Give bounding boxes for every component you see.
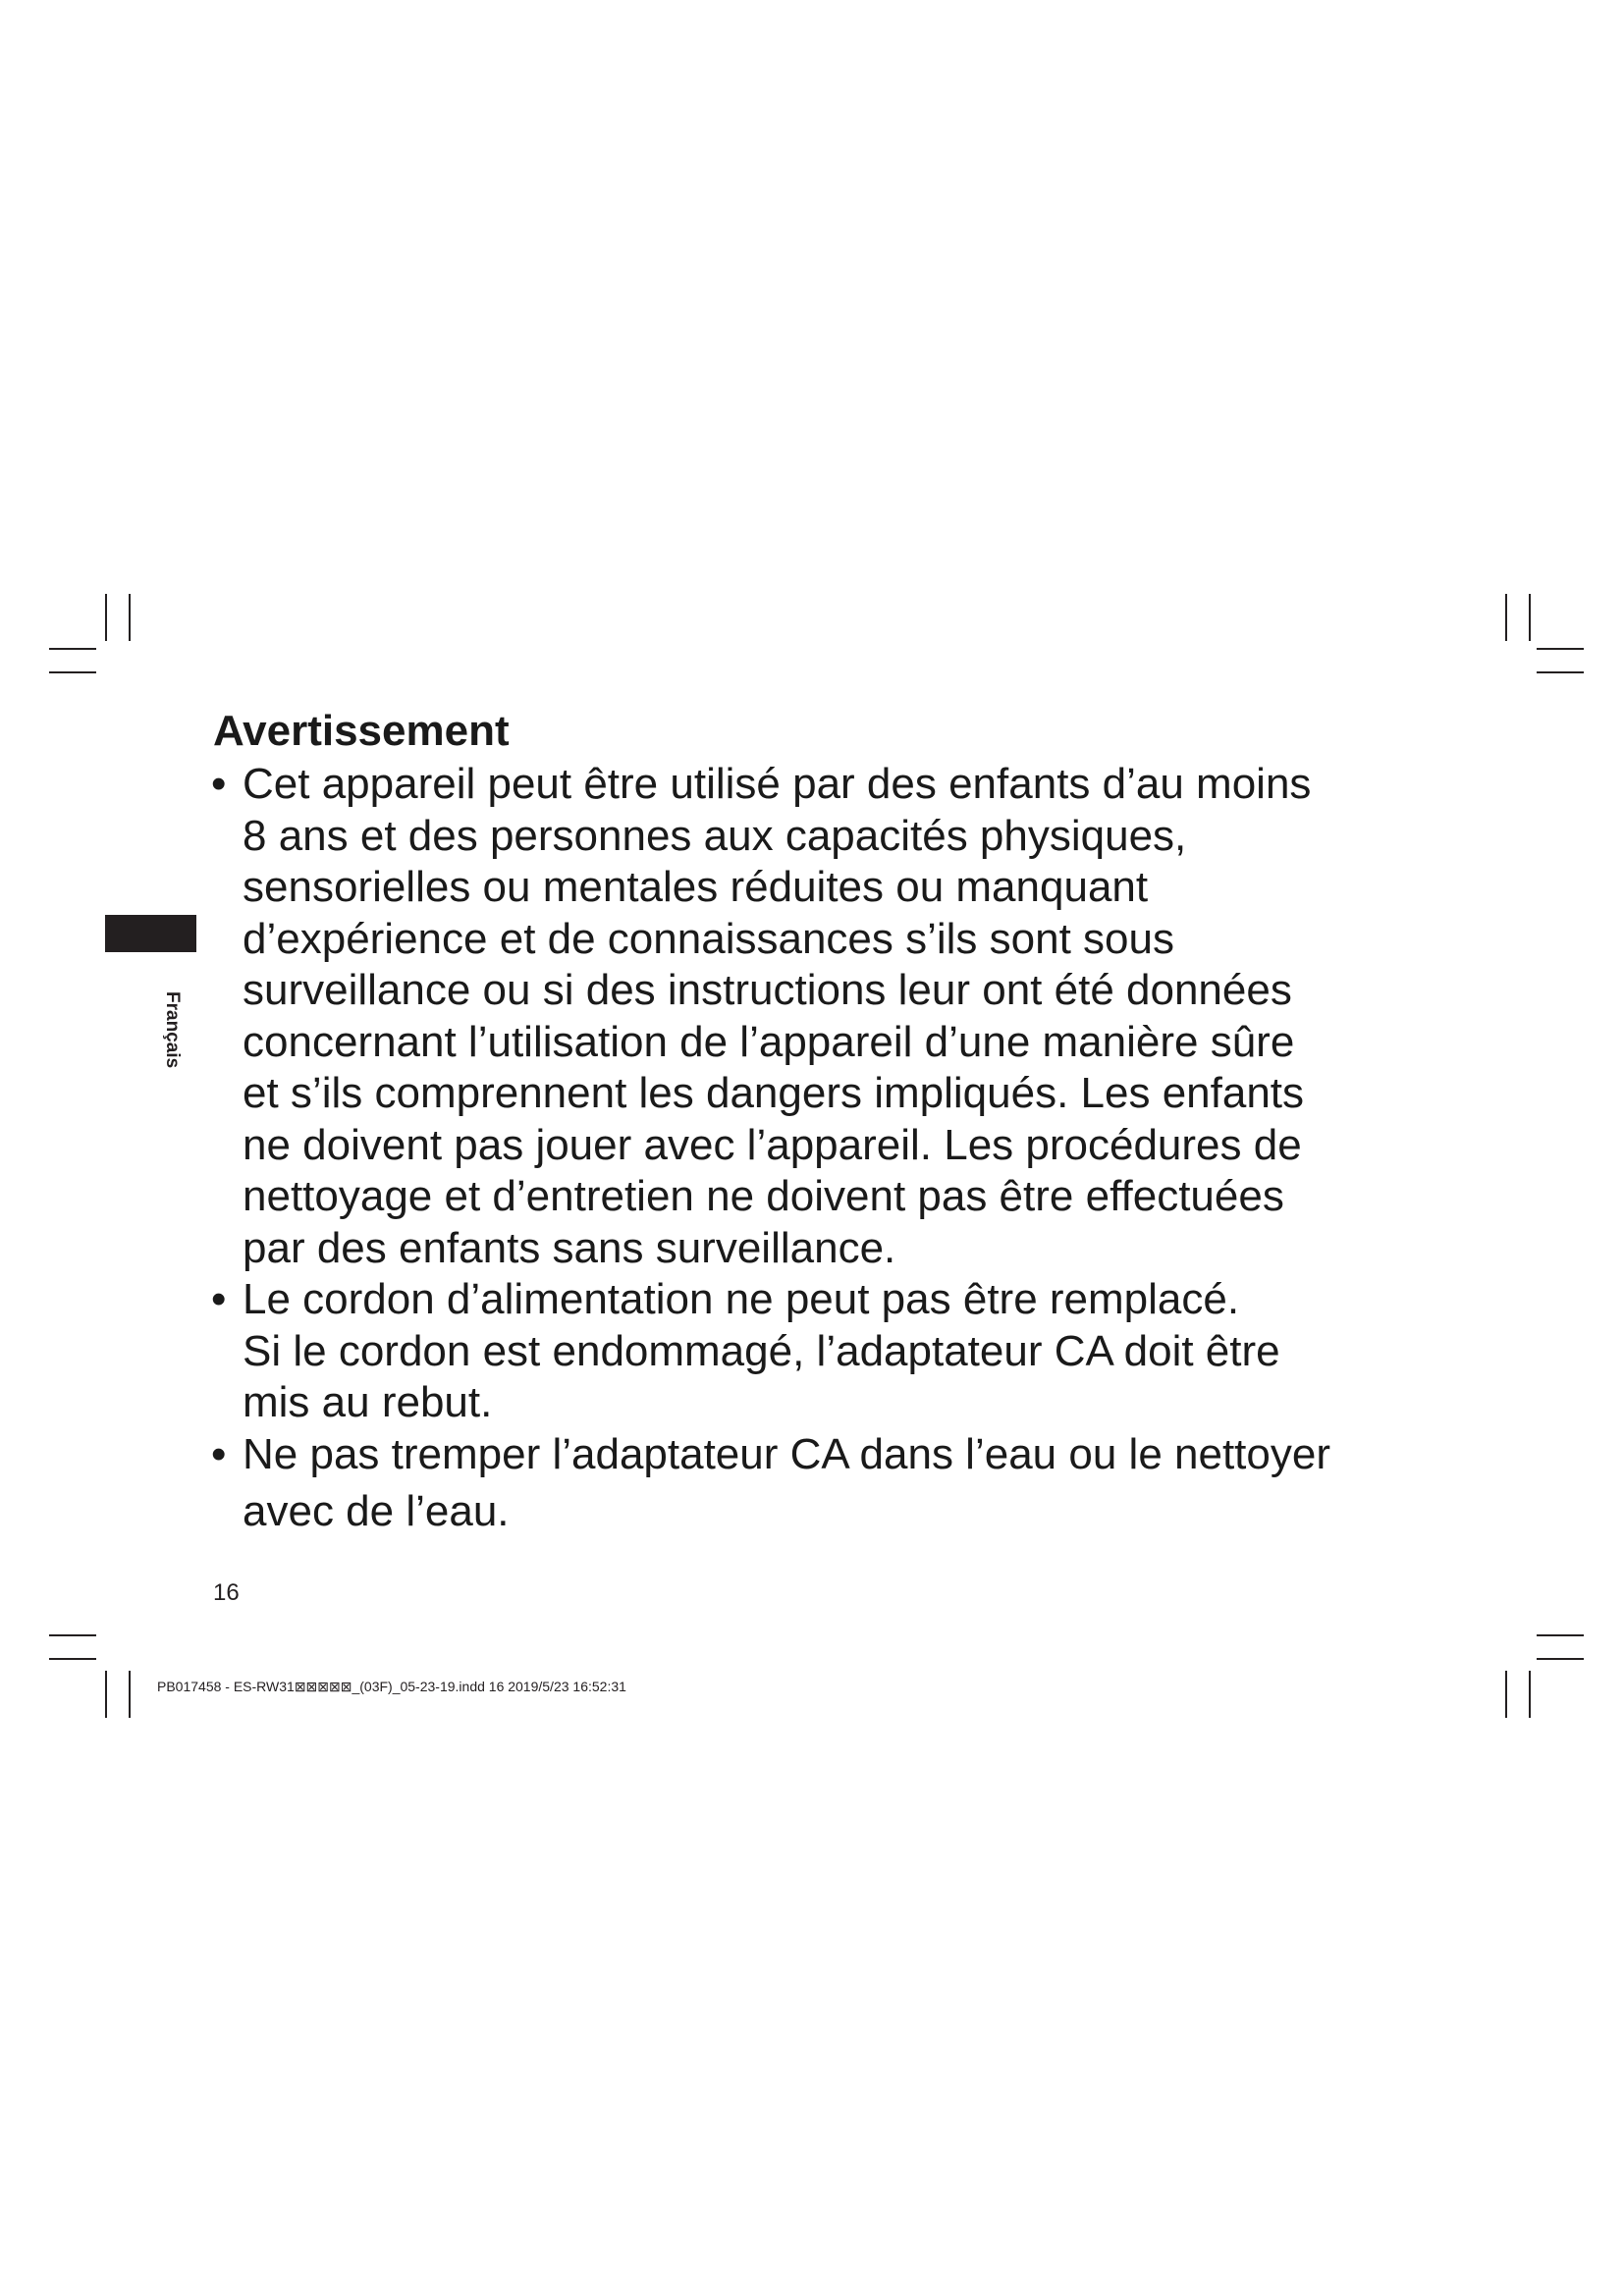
crop-mark-bottom-left-vertical-2 <box>129 1671 131 1718</box>
crop-mark-top-left-horizontal-2 <box>49 671 96 673</box>
crop-mark-top-left-vertical-2 <box>129 594 131 641</box>
warning-line: mis au rebut. <box>243 1378 493 1426</box>
print-file-slug: PB017458 - ES-RW31⊠⊠⊠⊠⊠_(03F)_05-23-19.indd 16 2019/5/23 16:52:31 <box>157 1679 626 1694</box>
crop-mark-top-right-vertical-2 <box>1529 594 1531 641</box>
language-tab-marker <box>105 915 196 952</box>
crop-mark-bottom-right-vertical-2 <box>1529 1671 1531 1718</box>
crop-mark-bottom-left-vertical <box>105 1671 107 1718</box>
warning-line: nettoyage et d’entretien ne doivent pas être effectuées <box>243 1172 1284 1220</box>
warning-item-age-supervision <box>211 759 1488 1274</box>
warning-line: avec de l’eau. <box>243 1487 510 1535</box>
bullet-icon: • <box>211 760 227 808</box>
crop-mark-top-left-horizontal <box>49 648 96 650</box>
language-label: Français <box>162 991 183 1069</box>
bullet-icon: • <box>211 1275 227 1323</box>
crop-mark-bottom-right-horizontal-2 <box>1537 1658 1584 1660</box>
warning-item-no-water <box>211 1429 1488 1538</box>
crop-mark-top-right-vertical <box>1505 594 1507 641</box>
crop-mark-top-left-vertical <box>105 594 107 641</box>
warning-line: d’expérience et de connaissances s’ils sont sous <box>243 914 1174 963</box>
warning-line: 8 ans et des personnes aux capacités physiques, <box>243 811 1187 860</box>
crop-mark-bottom-left-horizontal-2 <box>49 1658 96 1660</box>
bullet-icon: • <box>211 1429 227 1478</box>
warning-line: concernant l’utilisation de l’appareil d’une manière sûre <box>243 1017 1295 1066</box>
crop-mark-top-right-horizontal-2 <box>1537 671 1584 673</box>
warning-line: ne doivent pas jouer avec l’appareil. Les procédures de <box>243 1120 1302 1169</box>
warning-line: Ne pas tremper l’adaptateur CA dans l’eau ou le nettoyer <box>243 1429 1330 1478</box>
warning-item-power-cord <box>211 1274 1488 1429</box>
page-number: 16 <box>213 1579 240 1606</box>
warning-list <box>211 759 1488 1538</box>
warning-line: et s’ils comprennent les dangers impliqués. Les enfants <box>243 1069 1305 1117</box>
warning-line: Le cordon d’alimentation ne peut pas être remplacé. <box>243 1275 1240 1323</box>
warning-line: Cet appareil peut être utilisé par des enfants d’au moins <box>243 760 1312 808</box>
warning-line: Si le cordon est endommagé, l’adaptateur CA doit être <box>243 1326 1280 1375</box>
crop-mark-top-right-horizontal <box>1537 648 1584 650</box>
crop-mark-bottom-right-horizontal <box>1537 1634 1584 1636</box>
crop-mark-bottom-left-horizontal <box>49 1634 96 1636</box>
warning-line: sensorielles ou mentales réduites ou manquant <box>243 863 1149 911</box>
crop-mark-bottom-right-vertical <box>1505 1671 1507 1718</box>
section-heading: Avertissement <box>213 707 510 755</box>
warning-line: par des enfants sans surveillance. <box>243 1223 896 1272</box>
warning-line: surveillance ou si des instructions leur ont été données <box>243 966 1292 1014</box>
